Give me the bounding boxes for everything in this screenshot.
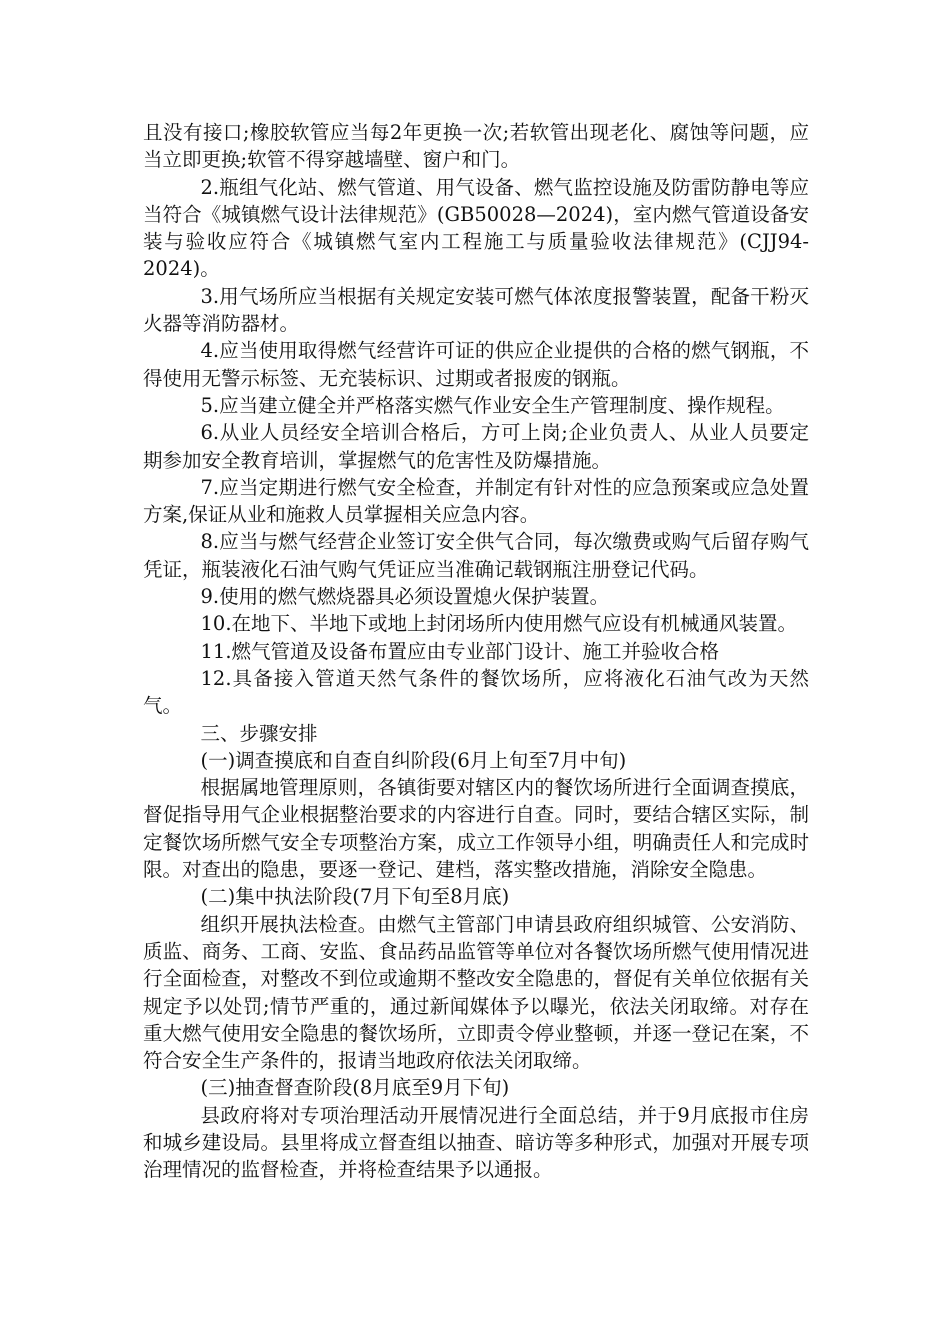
subsection-heading: (一)调查摸底和自查自纠阶段(6月上旬至7月中旬) [200,748,627,772]
paragraph: 8.应当与燃气经营企业签订安全供气合同，每次缴费或购气后留存购气凭证，瓶装液化石油气购气凭证应当准确记载钢瓶注册登记代码。 [143,530,809,581]
paragraph: 组织开展执法检查。由燃气主管部门申请县政府组织城管、公安消防、质监、商务、工商、安监、食品药品监管等单位对各餐饮场所燃气使用情况进行全面检查，对整改不到位或逾期不整改安全隐患的，督促有关单位依据有关规定予以处罚;情节严重的，通过新闻媒体予以曝光，依法关闭取缔。对存在重大燃气使用安全隐患的餐饮场所，立即责令停业整顿，并逐一登记在案，不符合安全生产条件的，报请当地政府依法关闭取缔。 [143,912,809,1073]
paragraph: 5.应当建立健全并严格落实燃气作业安全生产管理制度、操作规程。 [200,393,785,417]
paragraph: 12.具备接入管道天然气条件的餐饮场所，应将液化石油气改为天然气。 [143,666,809,718]
paragraph: 10.在地下、半地下或地上封闭场所内使用燃气应设有机械通风装置。 [200,612,798,636]
paragraph: 县政府将对专项治理活动开展情况进行全面总结，并于9月底报市住房和城乡建设局。县里将成立督查组以抽查、暗访等多种形式，加强对开展专项治理情况的监督检查，并将检查结果予以通报。 [143,1103,809,1182]
paragraph: 2.瓶组气化站、燃气管道、用气设备、燃气监控设施及防雷防静电等应当符合《城镇燃气设计法律规范》(GB50028—2024)，室内燃气管道设备安装与验收应符合《城镇燃气室内工程施工与质量验收法律规范》(CJJ94-2024)。 [143,175,809,281]
paragraph: 且没有接口;橡胶软管应当每2年更换一次;若软管出现老化、腐蚀等问题，应当立即更换;软管不得穿越墙壁、窗户和门。 [143,121,809,172]
paragraph: 9.使用的燃气燃烧器具必须设置熄火保护装置。 [200,585,610,609]
paragraph: 7.应当定期进行燃气安全检查，并制定有针对性的应急预案或应急处置方案,保证从业和施救人员掌握相关应急内容。 [143,475,809,527]
section-heading: 三、步骤安排 [200,721,318,745]
subsection-heading: (二)集中执法阶段(7月下旬至8月底) [200,885,510,909]
paragraph: 根据属地管理原则，各镇街要对辖区内的餐饮场所进行全面调查摸底，督促指导用气企业根据整治要求的内容进行自查。同时，要结合辖区实际，制定餐饮场所燃气安全专项整治方案，成立工作领导小组，明确责任人和完成时限。对查出的隐患，要逐一登记、建档，落实整改措施，消除安全隐患。 [143,776,809,882]
paragraph: 11.燃气管道及设备布置应由专业部门设计、施工并验收合格 [200,639,720,663]
paragraph: 4.应当使用取得燃气经营许可证的供应企业提供的合格的燃气钢瓶，不得使用无警示标签、无充装标识、过期或者报废的钢瓶。 [143,339,809,390]
paragraph: 6.从业人员经安全培训合格后，方可上岗;企业负责人、从业人员要定期参加安全教育培训，掌握燃气的危害性及防爆措施。 [143,421,809,472]
document-body [143,119,809,1184]
paragraph: 3.用气场所应当根据有关规定安装可燃气体浓度报警装置，配备干粉灭火器等消防器材。 [143,284,809,336]
subsection-heading: (三)抽查督查阶段(8月底至9月下旬) [200,1076,510,1100]
